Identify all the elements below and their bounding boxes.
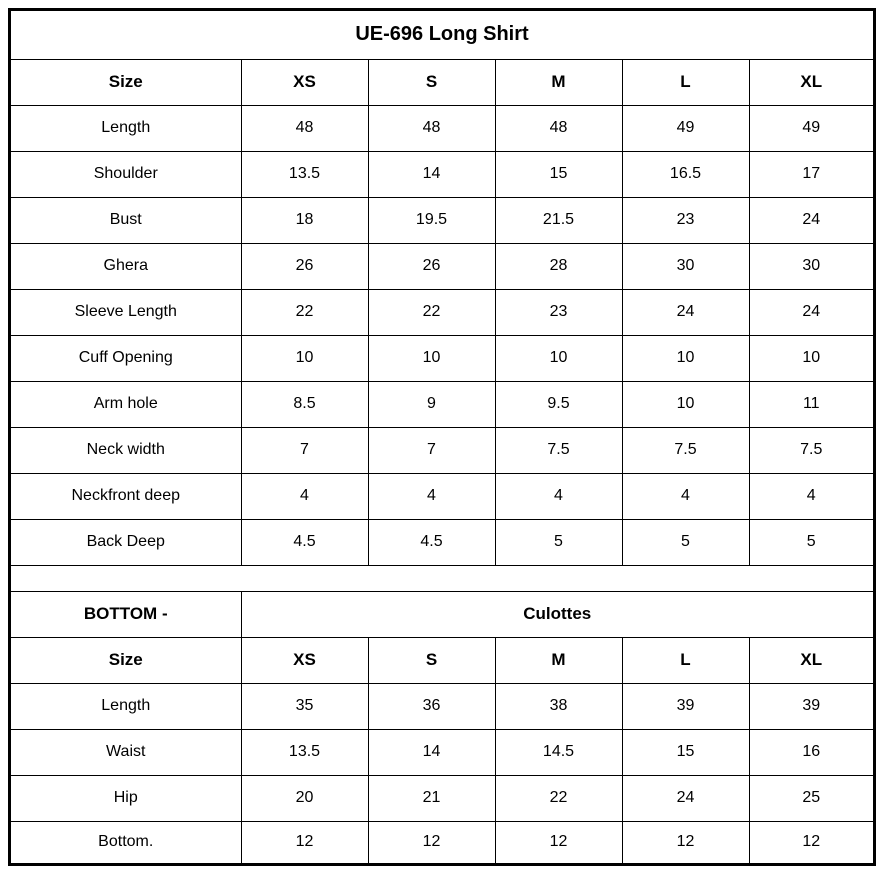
measurement-label: Length: [11, 683, 241, 729]
measurement-value: 20: [241, 775, 368, 821]
size-header-label: Size: [11, 637, 241, 683]
size-chart-table: [11, 11, 873, 863]
size-header-label: Size: [11, 59, 241, 105]
measurement-value: 5: [749, 519, 873, 565]
measurement-value: 22: [495, 775, 622, 821]
bottom-type: Culottes: [241, 591, 873, 637]
measurement-label: Ghera: [11, 243, 241, 289]
bottom-title-row: [11, 591, 873, 637]
measurement-label: Back Deep: [11, 519, 241, 565]
size-header-l: L: [622, 59, 749, 105]
measurement-value: 17: [749, 151, 873, 197]
shirt-header-row: [11, 59, 873, 105]
measurement-value: 28: [495, 243, 622, 289]
shirt-row: [11, 381, 873, 427]
size-header-s: S: [368, 59, 495, 105]
shirt-row: [11, 427, 873, 473]
measurement-label: Sleeve Length: [11, 289, 241, 335]
measurement-label: Length: [11, 105, 241, 151]
measurement-label: Waist: [11, 729, 241, 775]
measurement-value: 48: [241, 105, 368, 151]
measurement-value: 19.5: [368, 197, 495, 243]
measurement-value: 4: [622, 473, 749, 519]
spacer-row: [11, 565, 873, 591]
measurement-value: 35: [241, 683, 368, 729]
measurement-value: 9.5: [495, 381, 622, 427]
measurement-value: 7: [241, 427, 368, 473]
measurement-value: 24: [749, 197, 873, 243]
measurement-value: 13.5: [241, 151, 368, 197]
measurement-value: 24: [622, 775, 749, 821]
measurement-value: 23: [622, 197, 749, 243]
bottom-row: [11, 683, 873, 729]
shirt-row: [11, 519, 873, 565]
measurement-value: 12: [368, 821, 495, 863]
size-chart-frame: [8, 8, 876, 866]
size-header-s: S: [368, 637, 495, 683]
measurement-value: 4.5: [241, 519, 368, 565]
measurement-value: 16: [749, 729, 873, 775]
measurement-value: 30: [622, 243, 749, 289]
measurement-value: 48: [495, 105, 622, 151]
measurement-value: 49: [749, 105, 873, 151]
measurement-value: 14: [368, 151, 495, 197]
measurement-value: 23: [495, 289, 622, 335]
measurement-value: 7.5: [495, 427, 622, 473]
measurement-value: 26: [241, 243, 368, 289]
measurement-value: 14.5: [495, 729, 622, 775]
size-header-l: L: [622, 637, 749, 683]
size-header-m: M: [495, 637, 622, 683]
measurement-value: 4: [241, 473, 368, 519]
size-header-xl: XL: [749, 59, 873, 105]
measurement-value: 5: [495, 519, 622, 565]
measurement-value: 15: [495, 151, 622, 197]
shirt-row: [11, 105, 873, 151]
measurement-value: 5: [622, 519, 749, 565]
measurement-label: Bottom.: [11, 821, 241, 863]
measurement-value: 10: [241, 335, 368, 381]
measurement-label: Hip: [11, 775, 241, 821]
measurement-value: 24: [749, 289, 873, 335]
measurement-value: 38: [495, 683, 622, 729]
shirt-row: [11, 243, 873, 289]
measurement-value: 7.5: [749, 427, 873, 473]
size-header-xs: XS: [241, 59, 368, 105]
measurement-value: 49: [622, 105, 749, 151]
size-header-m: M: [495, 59, 622, 105]
bottom-row: [11, 729, 873, 775]
chart-title: UE-696 Long Shirt: [11, 11, 873, 59]
bottom-row: [11, 821, 873, 863]
measurement-value: 4: [495, 473, 622, 519]
measurement-label: Neckfront deep: [11, 473, 241, 519]
measurement-value: 7.5: [622, 427, 749, 473]
measurement-value: 9: [368, 381, 495, 427]
measurement-value: 10: [749, 335, 873, 381]
bottom-row: [11, 775, 873, 821]
measurement-label: Bust: [11, 197, 241, 243]
measurement-value: 22: [368, 289, 495, 335]
measurement-value: 25: [749, 775, 873, 821]
measurement-value: 10: [622, 335, 749, 381]
measurement-value: 10: [495, 335, 622, 381]
shirt-row: [11, 289, 873, 335]
measurement-value: 39: [749, 683, 873, 729]
measurement-value: 12: [495, 821, 622, 863]
measurement-value: 11: [749, 381, 873, 427]
section-spacer: [11, 565, 873, 591]
size-header-xs: XS: [241, 637, 368, 683]
measurement-value: 14: [368, 729, 495, 775]
measurement-label: Shoulder: [11, 151, 241, 197]
measurement-value: 4: [749, 473, 873, 519]
measurement-label: Neck width: [11, 427, 241, 473]
measurement-value: 8.5: [241, 381, 368, 427]
measurement-value: 48: [368, 105, 495, 151]
measurement-value: 4.5: [368, 519, 495, 565]
measurement-label: Arm hole: [11, 381, 241, 427]
measurement-value: 10: [368, 335, 495, 381]
shirt-row: [11, 335, 873, 381]
shirt-row: [11, 197, 873, 243]
measurement-value: 13.5: [241, 729, 368, 775]
bottom-label: BOTTOM -: [11, 591, 241, 637]
measurement-value: 12: [241, 821, 368, 863]
measurement-value: 36: [368, 683, 495, 729]
measurement-value: 30: [749, 243, 873, 289]
measurement-value: 22: [241, 289, 368, 335]
measurement-value: 26: [368, 243, 495, 289]
bottom-header-row: [11, 637, 873, 683]
measurement-value: 15: [622, 729, 749, 775]
measurement-value: 21.5: [495, 197, 622, 243]
measurement-value: 18: [241, 197, 368, 243]
measurement-value: 21: [368, 775, 495, 821]
shirt-row: [11, 473, 873, 519]
measurement-value: 7: [368, 427, 495, 473]
shirt-row: [11, 151, 873, 197]
measurement-label: Cuff Opening: [11, 335, 241, 381]
measurement-value: 24: [622, 289, 749, 335]
measurement-value: 16.5: [622, 151, 749, 197]
measurement-value: 4: [368, 473, 495, 519]
size-header-xl: XL: [749, 637, 873, 683]
measurement-value: 10: [622, 381, 749, 427]
measurement-value: 39: [622, 683, 749, 729]
measurement-value: 12: [622, 821, 749, 863]
measurement-value: 12: [749, 821, 873, 863]
